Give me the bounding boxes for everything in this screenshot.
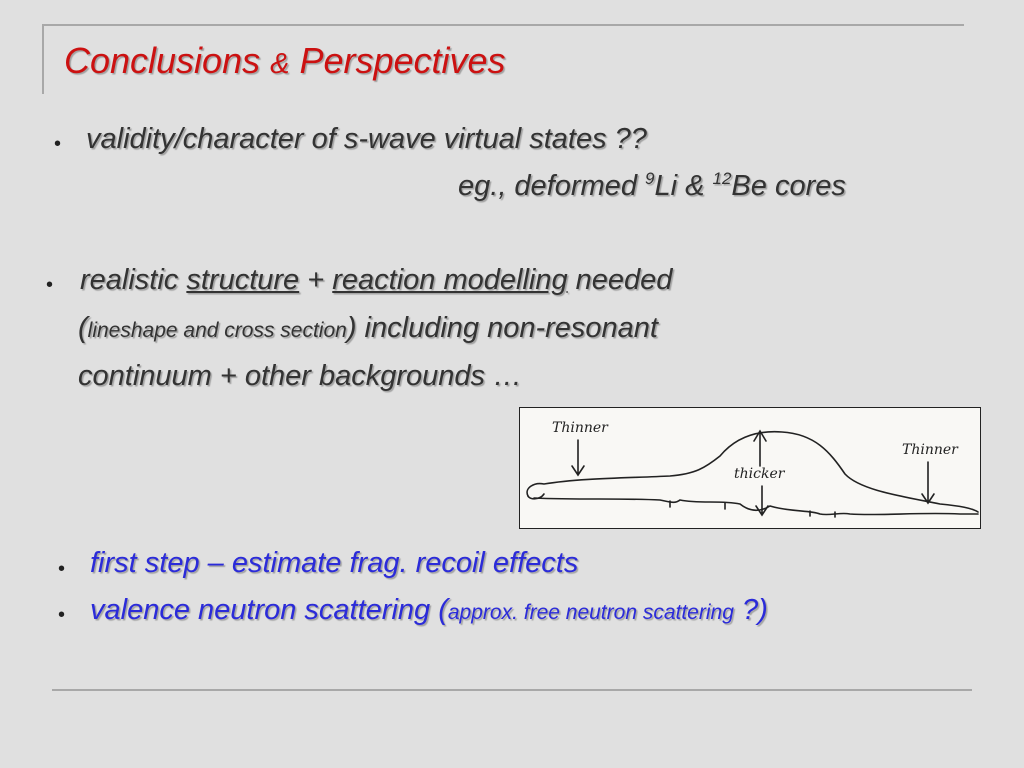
sketch-label-left: Thinner [552, 420, 608, 436]
sketch-label-right: Thinner [902, 442, 958, 458]
sketch-label-middle: thicker [734, 466, 785, 482]
bullet-1-text: validity/character of s-wave virtual states ?? [86, 123, 647, 155]
left-rule [42, 24, 44, 94]
bullet-2-line-3: continuum + other backgrounds … [78, 360, 523, 392]
bullet-3-text: first step – estimate frag. recoil effects [90, 547, 579, 579]
bullet-3-marker: • [58, 558, 66, 580]
bullet-4-marker: • [58, 604, 66, 626]
bullet-1-example: eg., deformed $^9$Li & $^{12}$Be cores [458, 169, 846, 202]
reaction-modelling-link: reaction modelling [332, 264, 568, 296]
bullet-4-text: valence neutron scattering (approx. free neutron scattering ?) [90, 594, 768, 626]
bullet-1-marker: • [54, 133, 62, 155]
bottom-rule [52, 689, 972, 691]
bullet-2-marker: • [46, 274, 54, 296]
slide-title: Conclusions & Perspectives [64, 40, 506, 81]
sketch-drawing [520, 408, 980, 528]
bullet-2-line-2: (lineshape and cross section) including non-resonant [78, 312, 658, 344]
structure-link: structure [186, 264, 300, 296]
top-rule [42, 24, 964, 26]
bullet-2-line-1: realistic structure + reaction modelling needed [80, 264, 673, 296]
density-sketch [519, 407, 981, 529]
